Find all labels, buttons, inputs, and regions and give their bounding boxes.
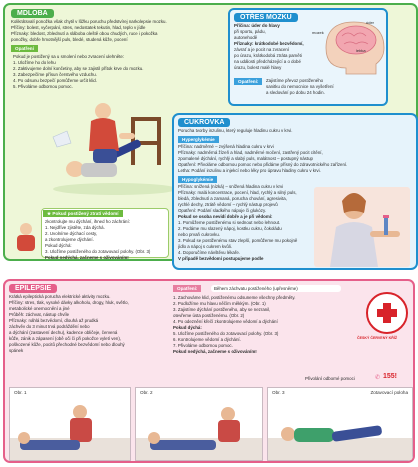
red-cross-badge [365,291,409,335]
photo-step-2 [135,387,263,461]
mdloba-step: 5. Přivoláme odbornou pomoc. [13,84,73,89]
emergency-number: 155! [383,373,398,380]
star-icon: ★ [47,211,53,216]
otres-title: OTŘES MOZKU [234,13,298,22]
cukrovka-intro: Porucha tvorby inzulinu, který reguluje hladinu cukru v krvi. [178,128,293,133]
mdloba-line: Příčiny: bolest, vyčerpání, stres, nedostatek tekutin, hlad, teplo v jídle [11,25,146,30]
check-breathing-illustration [11,219,41,255]
epilepsie-step: 3. Zajistíme dýchání postiženého, aby se nezranil, [173,307,271,312]
epilepsie-title: EPILEPSIE [9,284,57,293]
epilepsie-step: Pokud nedýchá, začneme s oživováním! [173,349,257,354]
hyper-line: zpomalené dýchání, rychlý a slabý puls, malátnost – postupný nástup [178,156,313,161]
hypo-line: nebo prvaň cukrovku. [178,232,220,237]
otres-panel [228,8,388,106]
epilepsie-step: otevřeme ústa postiženému. (Obr. 2) [173,313,245,318]
unconscious-step: 2. Uvolníme dýchací cesty, [45,231,98,236]
otres-line: při sportu, pádu, [234,29,266,34]
otres-aid-line: sanitku do nemocnice na vyšetření [266,84,334,89]
hypo-label: Hypoglykémie [178,176,217,183]
mdloba-step: Pokud je postižený sa u smolení nebo zvracení ulehněte: [13,54,125,59]
epilepsie-step: 7. Přivoláme odbornou pomoc. [173,343,233,348]
emergency-label: Přivolání odborné pomoci [305,376,355,381]
otres-line: závrať a je pocit na zvracení [234,47,290,52]
photo-step-1-label: Obr. 1 [14,390,27,395]
otres-first-aid-text [266,78,386,96]
photo-step-1-scene [10,388,130,460]
unconscious-step: zkontrolujte mu dýchání, ihned ho záchrání: [45,219,130,224]
callout-hit: úder [366,20,375,25]
otres-line: úrazu, bolest malé hlavy [234,65,282,70]
cukrovka-panel [172,113,418,270]
epilepsie-aid-note: Během záchvatu postiženého (upřesněme) [211,285,341,292]
epilepsie-line: metabolické onemocnění a jiné [9,306,70,311]
otres-line: na události předcházející a o dobé [234,59,301,64]
hypo-line: 2. Podáme mu slazený nápoj, kostku cukru, čokoládu [178,226,282,231]
otres-description [234,23,314,71]
otres-line: Příčina: úder do hlavy [234,23,280,28]
epilepsie-line: záchvěv do 3 minut trvá podráždění nebo [9,324,90,329]
photo-step-2-scene [136,388,262,460]
mdloba-description [11,19,231,43]
photo-step-1 [9,387,131,461]
hypo-line: 1. Pomůžeme postiženému si sednout nebo lehnout. [178,220,281,225]
callout-brain: mozek [312,30,324,35]
epilepsie-description [9,294,169,354]
mdloba-step: 3. Zabezpečíme přísun čerstvého vzduchu. [13,72,97,77]
epilepsie-step: Pokud dýchá: [173,325,202,330]
hypo-line: rychlé dechy, ztrátě vědomí – rychlý nástup projevů [178,202,278,207]
unconscious-note-title [43,210,123,217]
hyper-line: Příčina: nadměrné – zvýšená hladina cukru v krvi [178,144,274,149]
hypo-line: Příznaky: malá koncentrace, pocení, hlad, rychlý a silný puls, [178,190,297,195]
cukrovka-title: CUKROVKA [178,118,230,127]
mdloba-step: 2. Zaktivujeme dolní končetiny, aby se zajistil přítok krve do mozku. [13,66,144,71]
unconscious-steps-tail [45,255,167,261]
hyper-line: Letha: Podání inzulinu a injekcí nebo léky pro úpravu hladiny cukru v krvi. [178,168,321,173]
epilepsie-step: 6. Kontrolujeme vědomí a dýchání. [173,337,241,342]
epilepsie-line: kůže, zánik a zápasení (obě oči či při pokožce vyletí ven), [9,336,122,341]
photo-step-3 [267,387,413,461]
head-brain-illustration [316,18,388,76]
callout-skull: lebka [356,48,366,53]
unconscious-step: 3. Uložíme postiženého do zotavovací polohy. (Obr. 3) [45,249,151,254]
hyper-line: Opatření: Přivoláme odbornou pomoc nebo přidáme přísný do zdravotnického zařízení. [178,162,348,167]
photo-step-3-label: Obr. 3 [272,390,285,395]
epilepsie-step: 1. Zachováme klid, postiženému odsuneme všechny předměty. [173,295,296,300]
otres-aid-line: Zajistíme převoz postiženého [266,78,324,83]
epilepsie-step: 4. Po odeznění křečí zkontrolujeme vědomí a dýchání [173,319,278,324]
otres-first-aid-label: Opatření: [234,78,262,85]
epilepsie-step: 2. Podložíme mu hlavu něčím měkkým. (Obr. 1) [173,301,266,306]
hypo-line: Opatření: Podání sladkého nápoje či glukózy. [178,208,267,213]
hypo-line: Příčina: snížená (nízká) – snížená hladina cukru v krvi [178,184,284,189]
hypo-description [178,184,312,262]
epilepsie-first-aid-label: Opatření: [173,285,201,292]
unconscious-step: Pokud dýchá: [45,243,72,248]
hyper-line: Příznaky: nadměrná žízeň a hlad, nadměrné močení, zastřený pocit cítění, [178,150,323,155]
mdloba-step: 4. Po odsunu bezpečí pomůžeme určit klid. [13,78,97,83]
hyper-description [178,144,414,174]
epilepsie-line: a dýchání (zastavení dechu), kadence obličeje, červená [9,330,118,335]
unconscious-step: a zkontrolujeme dýchání. [45,237,94,242]
epilepsie-line: Příznaky: náhlá bezvědomí, dlouhá až prudká [9,318,99,323]
mdloba-line: Příznaky: bledost, zblednutí a sláboba oleště obou chudých, ruce i pokožka [11,31,158,36]
unconscious-step: 1. Nejdříve zjistěte, zda dýchá. [45,225,105,230]
hypo-line: 4. Doporučíme návštěvu lékaře. [178,250,240,255]
unconscious-steps [45,219,167,255]
mdloba-line: Kolikrátsvalí ponožka však chytil v lůžku poruchu předstvírej narkolepsie mozku. [11,19,167,24]
fainting-illustration [45,97,185,197]
hypo-line: Pokud se osoba nevidí dobře a je při vědomí: [178,214,273,219]
epilepsie-line: Průběh: záchvat, nástup chvíle [9,312,70,317]
epilepsie-line: poškozené kůže, pocitů přechodné bezvědomí nebo dlouhý [9,342,125,347]
hypo-line: V případě bezvědomí postupujeme podle [178,256,264,261]
hypo-line: 3. Pokud se postiženému stav zlepší, pomůžeme mu pokojně [178,238,298,243]
insulin-injection-illustration [314,187,410,267]
epilepsie-line: spánek [9,348,24,353]
hypo-line: bledá, zblednutí a zamaná, porucha chování, agresivita, [178,196,287,201]
mdloba-first-aid-label: Opatření [11,45,38,52]
epilepsie-step: 5. Uložíme postiženého do zotavovací polohy. (Obr. 3) [173,331,279,336]
photo-step-3-caption: Zotavovací poloha [370,390,408,395]
otres-aid-line: a sledování po dobu 24 hodin. [266,90,325,95]
otres-line: Příznaky: krátkodobé bezvědomí, [234,41,304,46]
epilepsie-panel [3,279,415,463]
red-cross-text: ČESKÝ ČERVENÝ KŘÍŽ [357,336,398,340]
unconscious-note-title-text: Pokud postižený ztratí vědomí [52,211,119,216]
epilepsie-line: Krátká epileptická porucha elektrické aktivity mozku. [9,294,111,299]
mdloba-title: MDLOBA [11,9,54,18]
epilepsie-line: Příčiny: stres, tlak, vysoké dávky alkoholu, drogy, hluk, světlo, [9,300,129,305]
epilepsie-steps [173,295,361,355]
hyper-label: Hyperglykémie [178,136,219,143]
unconscious-step-final: Pokud nedýchá, začneme s oživováním! [45,255,129,260]
otres-line: po úrazu, krátkodobá ztráta paměti [234,53,302,58]
otres-line: autonehodě [234,35,258,40]
photo-step-2-label: Obr. 2 [140,390,153,395]
phone-icon: ✆ [375,375,381,381]
hypo-line: jídlo a nápoj s cukrem kvůli. [178,244,232,249]
mdloba-line: ponožky, dobře hmotnější puls, bledé, studená kůže, pocení [11,37,128,42]
mdloba-step: 1. Uložíme ho do lehu [13,60,56,65]
photo-step-3-scene [268,388,412,460]
mdloba-steps [13,54,213,90]
